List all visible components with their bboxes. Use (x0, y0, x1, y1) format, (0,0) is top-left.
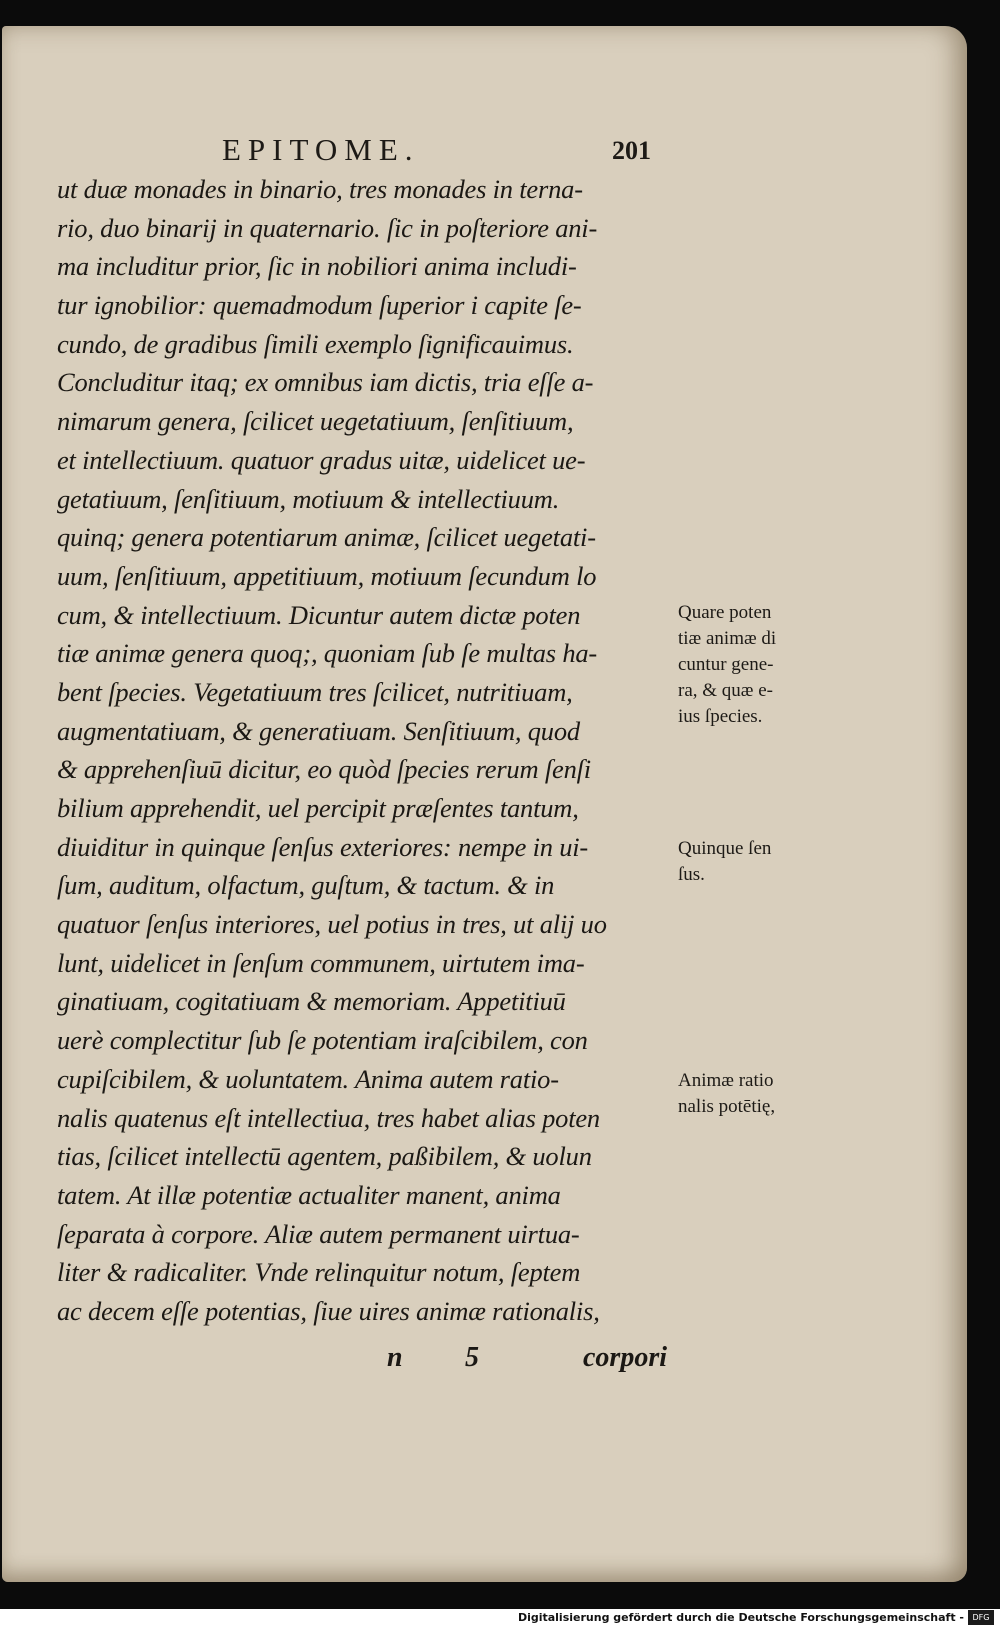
page-header (0, 132, 1000, 172)
digitization-footer (0, 1609, 1000, 1628)
funding-credit: Digitalisierung gefördert durch die Deutsche Forschungsgemeinschaft - (517, 1611, 964, 1624)
text-line: tatem. At illæ potentiæ actualiter manent, anima (57, 1179, 561, 1210)
margin-note-line: tiæ animæ di (678, 628, 777, 649)
main-text-block (57, 170, 667, 1331)
page-number: 201 (612, 136, 651, 165)
text-line: tiæ animæ genera quoq;, quoniam ſub ſe multas ha- (57, 638, 598, 669)
text-line: bent ſpecies. Vegetatiuum tres ſcilicet, nutritiuam, (57, 676, 573, 707)
text-line: diuiditur in quinque ſenſus exteriores: nempe in ui- (57, 831, 589, 862)
text-line: nalis quatenus eſt intellectiua, tres habet alias poten (57, 1102, 600, 1133)
margin-note-line: Animæ ratio (678, 1070, 774, 1091)
catchword: corpori (583, 1342, 667, 1373)
dfg-logo: DFG (968, 1610, 994, 1625)
text-line: quatuor ſenſus interiores, uel potius in tres, ut alij uo (57, 909, 607, 940)
text-line: Concluditur itaq; ex omnibus iam dictis, tria eſſe a- (57, 367, 594, 398)
margin-note-line: ſus. (678, 864, 705, 885)
margin-note-rationalis (678, 1068, 828, 1120)
running-title: EPITOME. (222, 132, 420, 167)
margin-note-line: Quinque ſen (678, 838, 772, 859)
text-line: uerè complectitur ſub ſe potentiam iraſcibilem, con (57, 1025, 588, 1056)
text-line: et intellectiuum. quatuor gradus uitæ, uidelicet ue- (57, 444, 586, 475)
margin-note-line: ra, & quæ e- (678, 680, 773, 701)
margin-note-potentiae (678, 600, 828, 730)
signature-mark: n (387, 1342, 403, 1373)
text-line: ginatiuam, cogitatiuam & memoriam. Appetitiuū (57, 986, 566, 1017)
text-line: & apprehenſiuū dicitur, eo quòd ſpecies rerum ſenſi (57, 754, 591, 785)
text-line: uum, ſenſitiuum, appetitiuum, motiuum ſecundum lo (57, 560, 597, 591)
margin-note-line: cuntur gene- (678, 654, 774, 675)
margin-note-line: Quare poten (678, 602, 772, 623)
text-line: augmentatiuam, & generatiuam. Senſitiuum, quod (57, 715, 580, 746)
text-line: ſeparata à corpore. Aliæ autem permanent uirtua- (57, 1218, 580, 1249)
text-line: quinq; genera potentiarum animæ, ſcilicet uegetati- (57, 522, 596, 553)
text-line: tur ignobilior: quemadmodum ſuperior i capite ſe- (57, 290, 582, 321)
text-line: nimarum genera, ſcilicet uegetatiuum, ſenſitiuum, (57, 406, 574, 437)
text-line: cundo, de gradibus ſimili exemplo ſignificauimus. (57, 328, 574, 359)
signature-number: 5 (465, 1342, 479, 1373)
margin-note-line: ius ſpecies. (678, 706, 763, 727)
text-line: bilium apprehendit, uel percipit præſentes tantum, (57, 793, 579, 823)
text-line: lunt, uidelicet in ſenſum communem, uirtutem ima- (57, 947, 585, 978)
text-line: cum, & intellectiuum. Dicuntur autem dictæ poten (57, 599, 581, 630)
text-line: ma includitur prior, ſic in nobiliori anima includi- (57, 251, 577, 282)
text-line: getatiuum, ſenſitiuum, motiuum & intellectiuum. (57, 483, 560, 514)
text-line: cupiſcibilem, & uoluntatem. Anima autem ratio- (57, 1063, 559, 1094)
signature-line (57, 1342, 667, 1382)
margin-note-sensus (678, 836, 828, 888)
text-line: ſum, auditum, olfactum, guſtum, & tactum. & in (57, 870, 555, 901)
text-line: liter & radicaliter. Vnde relinquitur notum, ſeptem (57, 1257, 581, 1288)
margin-note-line: nalis potētię, (678, 1096, 776, 1117)
text-line: rio, duo binarij in quaternario. ſic in poſteriore ani- (57, 212, 598, 243)
text-line: ut duæ monades in binario, tres monades in terna- (57, 174, 583, 204)
text-line: ac decem eſſe potentias, ſiue uires animæ rationalis, (57, 1295, 600, 1326)
text-line: tias, ſcilicet intellectū agentem, paßibilem, & uolun (57, 1141, 592, 1172)
